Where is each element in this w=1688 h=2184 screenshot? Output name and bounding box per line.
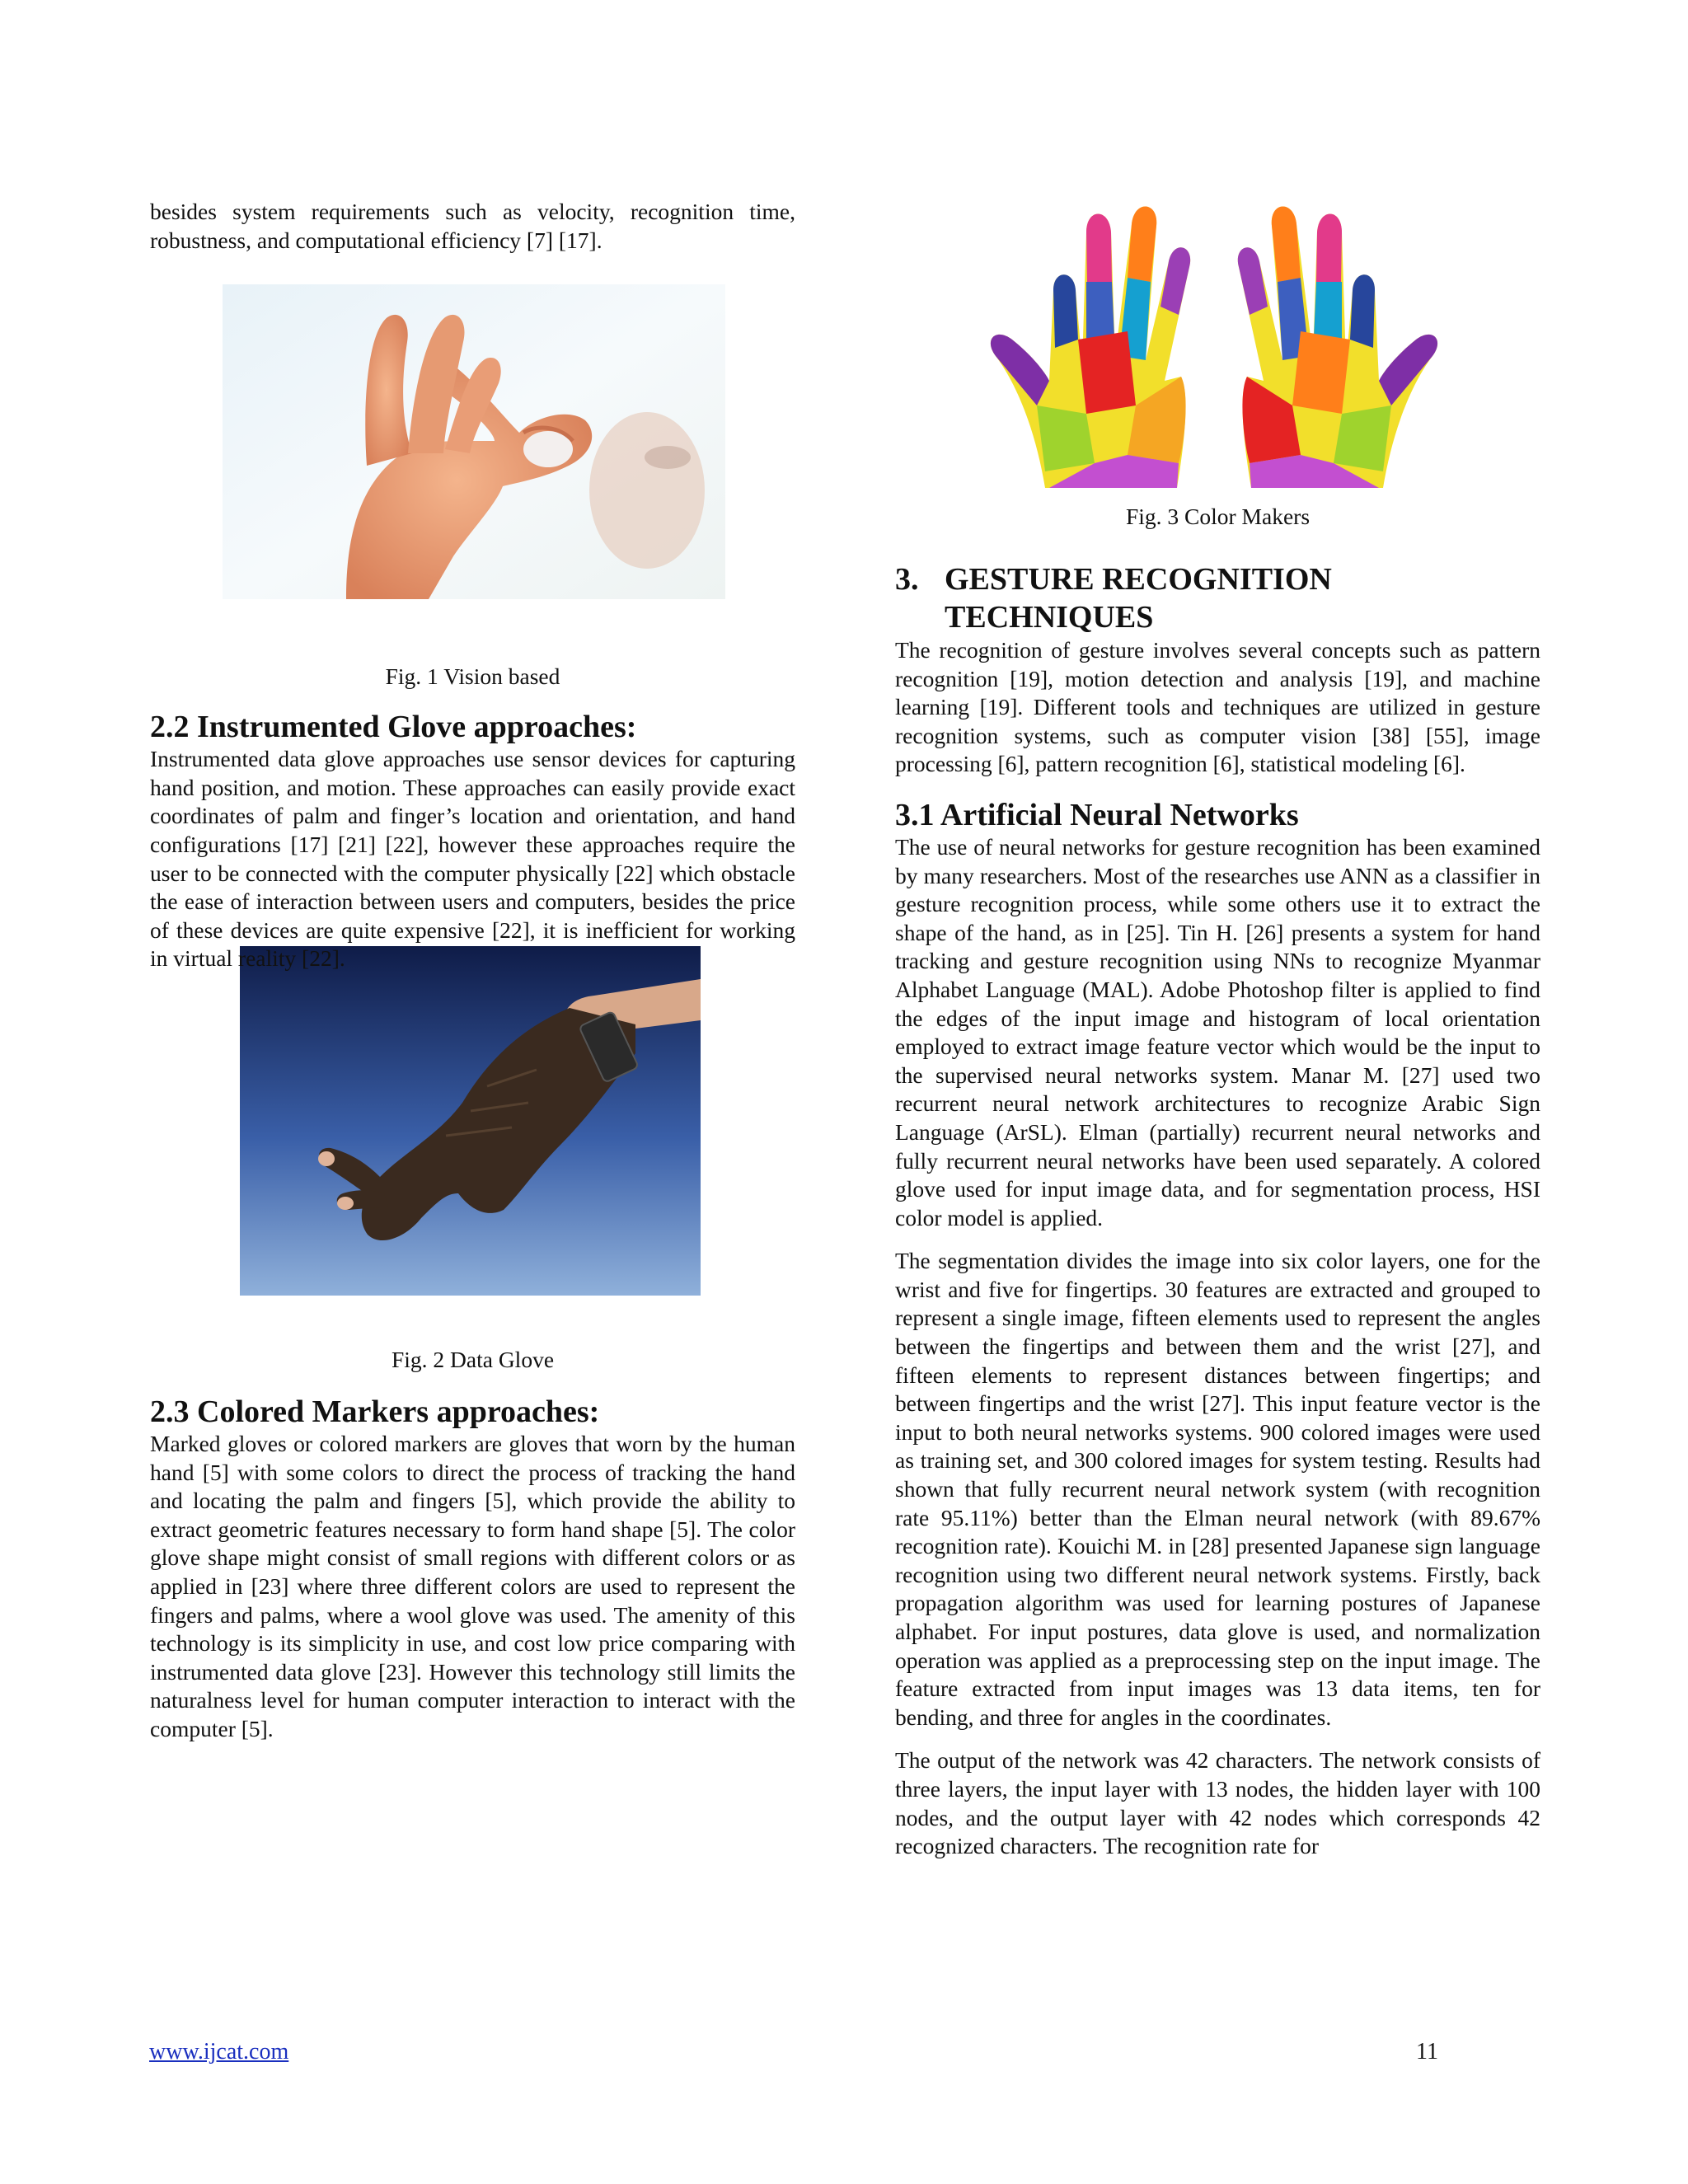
fig2-caption: Fig. 2 Data Glove [391, 1346, 555, 1372]
section-3-1-heading: 3.1 Artificial Neural Networks [895, 797, 1299, 832]
section-3-1-paragraph-1: The use of neural networks for gesture recognition has been examined by many researchers. Most of the researches use ANN as a classifier in gesture recognition process, while some others use it to extract the shape of the hand, as in [25]. Tin H. [26] presents a system for hand tracking and gesture recognition using NNs to recognize Myanmar Alphabet Language (MAL). Adobe Photoshop filter is applied to find the edges of the input image and histogram of local orientation employed to extract image feature vector which would be the input to the supervised neural networks system. Manar M. [27] used two recurrent neural network architectures to recognize Arabic Sign Language (ArSL). Elman (partially) recurrent neural networks and fully recurrent neural networks have been used separately. A colored glove used for input image data, and for segmentation process, HSI color model is applied. [895, 833, 1540, 1230]
section-3-1-paragraph-3: The output of the network was 42 characters. The network consists of three layers, the input layer with 13 nodes, the hidden layer with 100 nodes, and the output layer with 42 nodes which corresponds 42 recognized characters. The recognition rate for [895, 1747, 1540, 1859]
section-3-number: 3. [895, 562, 919, 597]
section-2-2-heading: 2.2 Instrumented Glove approaches: [150, 710, 637, 745]
fig1-caption: Fig. 1 Vision based [385, 663, 560, 690]
left-column [150, 198, 795, 1743]
section-3-heading [895, 560, 1540, 636]
page-number: 11 [1416, 2039, 1438, 2064]
journal-website-link[interactable]: www.ijcat.com [149, 2039, 289, 2064]
section-3-paragraph: The recognition of gesture involves several concepts such as pattern recognition [19], motion detection and analysis [19], and machine learning [19]. Different tools and techniques are utilized in gesture recognition systems, such as computer vision [38] [55], image processing [6], pattern recognition [6], statistical modeling [6]. [895, 637, 1540, 777]
section-3-title: GESTURE RECOGNITION TECHNIQUES [945, 562, 1332, 635]
section-2-2-paragraph: Instrumented data glove approaches use sensor devices for capturing hand position, and motion. These approaches can easily provide exact coordinates of palm and finger’s location and orientation, and hand configurations [17] [21] [22], however these approaches require the user to be connected with the computer physically [22] which obstacle the ease of interaction between users and computers, besides the price of these devices are quite expensive [22], it is inefficient for working in virtual reality [22]. [150, 746, 795, 972]
right-column [895, 198, 1540, 1861]
section-2-3-heading: 2.3 Colored Markers approaches: [150, 1394, 600, 1429]
section-2-3-paragraph: Marked gloves or colored markers are gloves that worn by the human hand [5] with some colors to direct the process of tracking the hand and locating the palm and fingers [5], which provide the ability to extract geometric features necessary to form hand shape [5]. The color glove shape might consist of small regions with different colors or as applied in [23] where three different colors are used to represent the fingers and palms, where a wool glove was used. The amenity of this technology is its simplicity in use, and cost low price comparing with instrumented data glove [23]. However this technology still limits the naturalness level for human computer interaction to interact with the computer [5]. [150, 1430, 795, 1741]
section-3-1-paragraph-2: The segmentation divides the image into six color layers, one for the wrist and five for fingertips. 30 features are extracted and grouped to represent a single image, fifteen elements used to represent the angles between the fingertips and between them and the wrist [27], and fifteen elements to represent distances between fingertips; and between fingertips and the wrist [27]. This input feature vector is the input to both neural networks systems. 900 colored images were used as training set, and 300 colored images for system testing. Results had shown that fully recurrent neural network system (with recognition rate 95.11%) better than the Elman neural network (with 89.67% recognition rate). Kouichi M. in [28] presented Japanese sign language recognition using two different neural network systems. Firstly, back propagation algorithm was used for learning postures of Japanese alphabet. For input postures, data glove is used, and normalization operation was applied as a preprocessing step on the input image. The feature extracted from input images was 13 data items, ten for bending, and three for angles in the coordinates. [895, 1248, 1540, 1730]
fig3-caption: Fig. 3 Color Makers [1125, 504, 1311, 529]
intro-paragraph: besides system requirements such as velocity, recognition time, robustness, and computational efficiency [7] [17]. [150, 199, 795, 253]
